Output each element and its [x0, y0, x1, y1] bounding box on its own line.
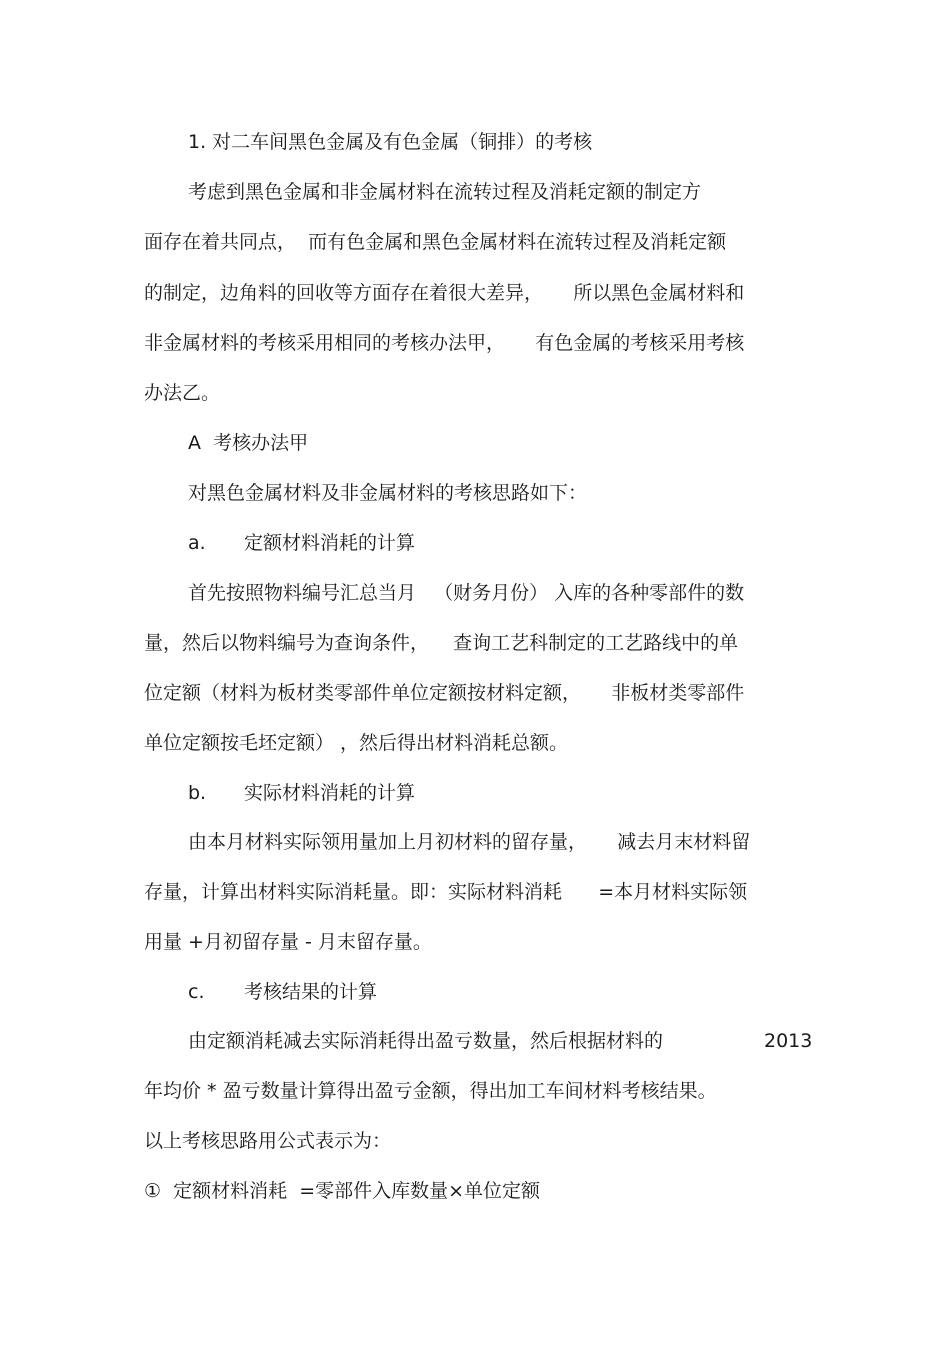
- paragraph-line: 办法乙。: [144, 382, 221, 404]
- paragraph-line: 位定额（材料为板材类零部件单位定额按材料定额， 非板材类零部件: [144, 682, 745, 704]
- item-marker: b.: [188, 782, 207, 804]
- paragraph-line: 以上考核思路用公式表示为：: [144, 1130, 392, 1152]
- paragraph-line: 年均价 * 盈亏数量计算得出盈亏金额，得出加工车间材料考核结果。: [144, 1080, 717, 1102]
- paragraph-line: 对黑色金属材料及非金属材料的考核思路如下：: [188, 482, 588, 504]
- year-number: 2013: [764, 1030, 813, 1052]
- paragraph-line: 首先按照物料编号汇总当月 （财务月份） 入库的各种零部件的数: [188, 582, 745, 604]
- item-heading: 定额材料消耗的计算: [244, 532, 416, 554]
- item-marker: a.: [188, 532, 206, 554]
- formula-line: ① 定额材料消耗 =零部件入库数量×单位定额: [144, 1180, 541, 1202]
- paragraph-line: 考虑到黑色金属和非金属材料在流转过程及消耗定额的制定方: [188, 181, 702, 203]
- paragraph-line: 存量，计算出材料实际消耗量。即：实际材料消耗 =本月材料实际领: [144, 881, 748, 903]
- subsection-heading: A 考核办法甲: [188, 432, 309, 454]
- paragraph-line: 的制定，边角料的回收等方面存在着很大差异， 所以黑色金属材料和: [144, 282, 745, 304]
- item-heading: 实际材料消耗的计算: [244, 782, 416, 804]
- paragraph-line: 面存在着共同点， 而有色金属和黑色金属材料在流转过程及消耗定额: [144, 231, 727, 253]
- paragraph-line: 由本月材料实际领用量加上月初材料的留存量， 减去月末材料留: [188, 831, 751, 853]
- paragraph-line: 用量 +月初留存量 - 月末留存量。: [144, 931, 432, 953]
- paragraph-line: 单位定额按毛坯定额） ，然后得出材料消耗总额。: [144, 732, 569, 754]
- paragraph-line: 量，然后以物料编号为查询条件， 查询工艺科制定的工艺路线中的单: [144, 632, 739, 654]
- item-heading: 考核结果的计算: [244, 981, 378, 1003]
- paragraph-line: 非金属材料的考核采用相同的考核办法甲， 有色金属的考核采用考核: [144, 332, 745, 354]
- paragraph-line: 由定额消耗减去实际消耗得出盈亏数量，然后根据材料的: [188, 1030, 664, 1052]
- section-heading: 1. 对二车间黑色金属及有色金属（铜排）的考核: [188, 131, 593, 153]
- item-marker: c.: [188, 981, 205, 1003]
